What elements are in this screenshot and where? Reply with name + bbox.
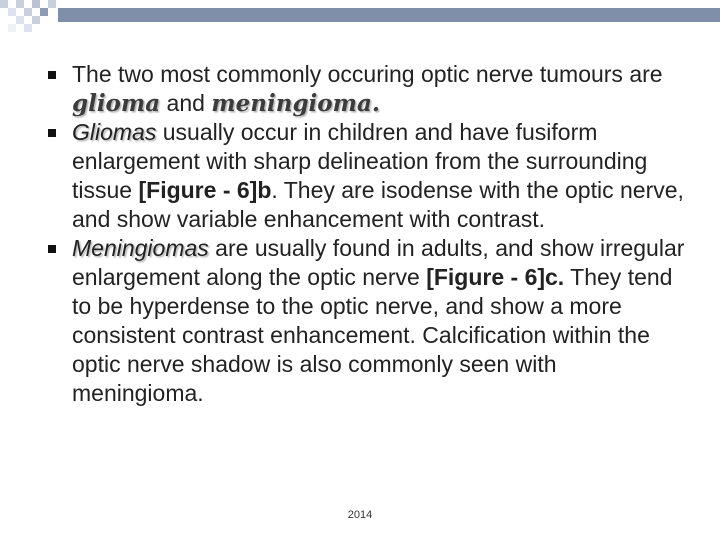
figure-reference: [Figure - 6]b	[138, 177, 272, 203]
square-bullet-icon	[48, 129, 56, 137]
header-accent-bar	[58, 8, 720, 22]
term-glioma: glioma	[72, 90, 161, 117]
term-meningioma: meningioma.	[211, 90, 380, 117]
bullet-item-optic-nerve-tumours: The two most commonly occuring optic nerve tumours are glioma and meningioma.	[48, 60, 688, 118]
corner-checker-decoration	[0, 0, 60, 40]
bullet-item-gliomas: Gliomas usually occur in children and have fusiform enlargement with sharp delineation from the surrounding tissue [Figure - 6]b. They are isodense with the optic nerve, and show variable enhancement with contrast.	[48, 118, 688, 234]
figure-reference: [Figure - 6]c.	[426, 264, 565, 290]
square-bullet-icon	[48, 71, 56, 79]
bullet-item-meningiomas: Meningiomas are usually found in adults, and show irregular enlargement along the optic nerve [Figure - 6]c. They tend to be hyperdense to the optic nerve, and show a more consistent contrast enhancement. Calcification within the optic nerve shadow is also commonly seen with meningioma.	[48, 234, 688, 408]
square-bullet-icon	[48, 245, 56, 253]
bullet-list	[48, 60, 688, 408]
term-meningiomas: Meningiomas	[72, 235, 209, 261]
footer-year: 2014	[347, 509, 373, 521]
term-gliomas: Gliomas	[72, 119, 157, 145]
